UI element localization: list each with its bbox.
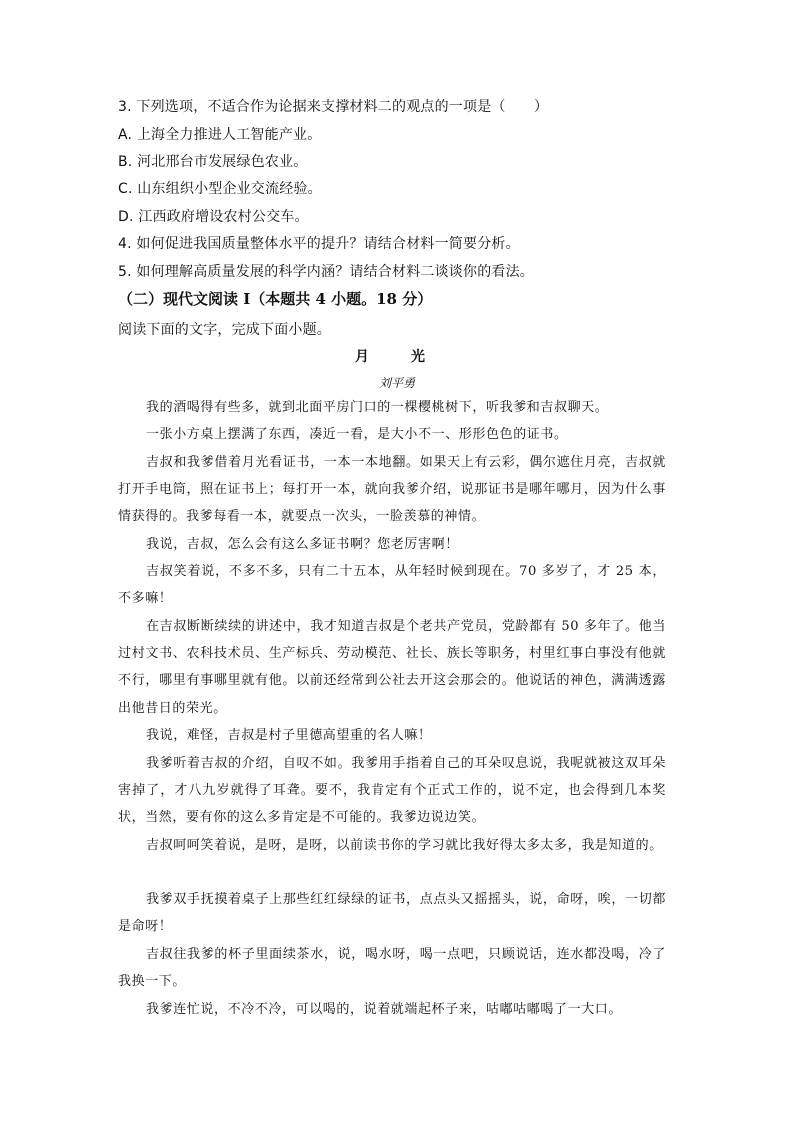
story-paragraph: 一张小方桌上摆满了东西，凑近一看，是大小不一、形形色色的证书。 (146, 427, 568, 442)
section-heading: （二）现代文阅读 I（本题共 4 小题。18 分） (118, 290, 433, 308)
story-paragraph: 我爹听着吉叔的介绍，自叹不如。我爹用手指着自己的耳朵叹息说，我呢就被这双耳朵害掉了，才八九岁就得了耳聋。要不，我肯定有个正式工作的，说不定，也会得到几本奖状，当然，要有你的这么多肯定是不可能的。我爹边说边笑。 (118, 756, 666, 826)
story-paragraph: 我说，难怪，吉叔是村子里德高望重的名人嘛！ (146, 728, 432, 743)
story-paragraph: 吉叔笑着说，不多不多，只有二十五本，从年轻时候到现在。70 多岁了，才 25 本，不多嘛！ (118, 564, 666, 607)
story-paragraph: 吉叔往我爹的杯子里面续茶水，说，喝水呀，喝一点吧，只顾说话，连水都没喝，冷了我换一下。 (118, 947, 666, 990)
story-author: 刘平勇 (378, 376, 415, 390)
story-paragraph: 吉叔和我爹借着月光看证书，一本一本地翻。如果天上有云彩，偶尔遮住月亮，吉叔就打开手电筒，照在证书上；每打开一本，就向我爹介绍，说那证书是哪年哪月，因为什么事情获得的。我爹每看一本，就要点一次头，一脸羡慕的神情。 (118, 455, 666, 525)
option-a: A. 上海全力推进人工智能产业。 (118, 127, 322, 143)
story-paragraph: 我的酒喝得有些多，就到北面平房门口的一棵樱桃树下，听我爹和吉叔聊天。 (146, 400, 609, 415)
option-c: C. 山东组织小型企业交流经验。 (118, 181, 322, 197)
story-paragraph: 我说，吉叔，怎么会有这么多证书啊？您老厉害啊！ (146, 537, 459, 552)
section-instruction: 阅读下面的文字，完成下面小题。 (118, 322, 331, 338)
question-3: 3. 下列选项，不适合作为论据来支撑材料二的观点的一项是（ ） (118, 99, 549, 115)
story-paragraph: 我爹连忙说，不冷不冷，可以喝的，说着就端起杯子来，咕嘟咕嘟喝了一大口。 (146, 1002, 623, 1017)
story-paragraph: 我爹双手抚摸着桌子上那些红红绿绿的证书，点点头又摇摇头，说，命呀，唉，一切都是命呀！ (118, 892, 666, 935)
option-b: B. 河北邢台市发展绿色农业。 (118, 154, 308, 170)
question-4: 4. 如何促进我国质量整体水平的提升？请结合材料一简要分析。 (118, 236, 520, 252)
question-5: 5. 如何理解高质量发展的科学内涵？请结合材料二谈谈你的看法。 (118, 264, 535, 280)
option-d: D. 江西政府增设农村公交车。 (118, 209, 309, 225)
story-paragraph: 吉叔呵呵笑着说，是呀，是呀，以前读书你的学习就比我好得太多太多，我是知道的。 (146, 838, 663, 853)
story-paragraph: 在吉叔断断续续的讲述中，我才知道吉叔是个老共产党员，党龄都有 50 多年了。他当过村文书、农科技术员、生产标兵、劳动模范、社长、族长等职务，村里红事白事没有他就不行，哪里有事哪里就有他。以前还经常到公社去开这会那会的。他说话的神色，满满透露出他昔日的荣光。 (118, 619, 666, 716)
story-title: 月 光 (355, 349, 439, 365)
